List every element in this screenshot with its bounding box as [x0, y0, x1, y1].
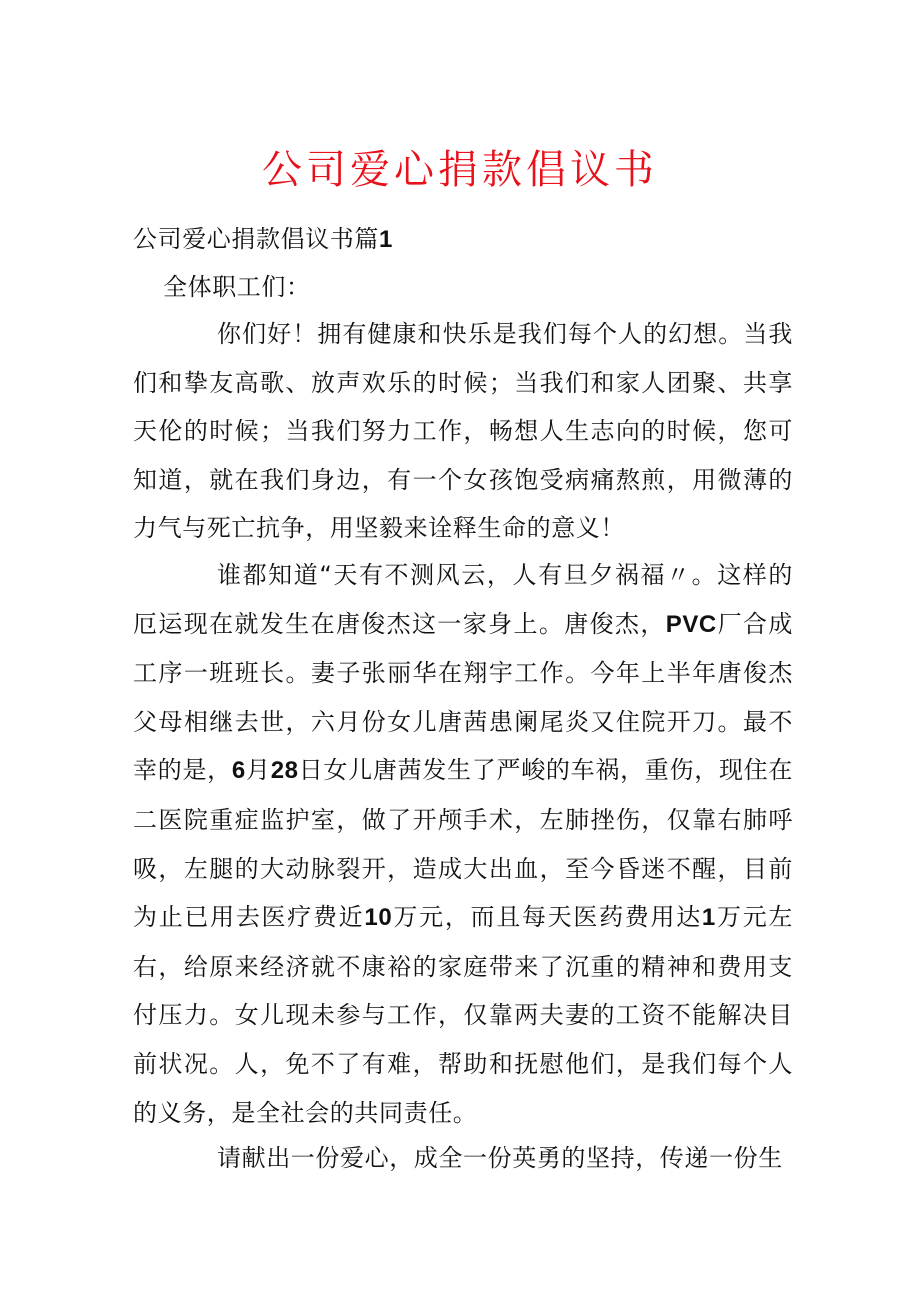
paragraph-story: 谁都知道“天有不测风云，人有旦夕祸福〃。这样的厄运现在就发生在唐俊杰这一家身上。唐俊杰，PVC厂合成工序一班班长。妻子张丽华在翔宇工作。今年上半年唐俊杰父母相继去世，六月份女儿唐茜患阑尾炎又住院开刀。最不幸的是，6月28日女儿唐茜发生了严峻的车祸，重伤，现住在二医院重症监护室，做了开颅手术，左肺挫伤，仅靠右肺呼吸，左腿的大动脉裂开，造成大出血，至今昏迷不醒，目前为止已用去医疗费近10万元，而且每天医药费用达1万元左右，给原来经济就不康裕的家庭带来了沉重的精神和费用支付压力。女儿现未参与工作，仅靠两夫妻的工资不能解决目前状况。人，免不了有难，帮助和抚慰他们，是我们每个人的义务，是全社会的共同责任。 [133, 561, 794, 1127]
latin-run: 28 [270, 757, 299, 785]
latin-run: 1 [379, 226, 393, 253]
document-subtitle: 公司爱心捐款倡议书篇1 [133, 225, 393, 253]
document-title: 公司爱心捐款倡议书 [262, 147, 658, 193]
paragraph-appeal: 请献出一份爱心，成全一份英勇的坚持，传递一份生 [217, 1144, 783, 1172]
latin-run: 6 [231, 757, 246, 785]
latin-run: 10 [364, 904, 393, 932]
salutation: 全体职工们： [163, 273, 311, 301]
latin-run: PVC [665, 610, 717, 638]
latin-run: 1 [701, 904, 716, 932]
paragraph-greeting: 你们好！拥有健康和快乐是我们每个人的幻想。当我们和挚友高歌、放声欢乐的时候；当我们和家人团聚、共享天伦的时候；当我们努力工作，畅想人生志向的时候，您可知道，就在我们身边，有一个女孩饱受病痛熬煎，用微薄的力气与死亡抗争，用坚毅来诠释生命的意义！ [133, 320, 793, 543]
